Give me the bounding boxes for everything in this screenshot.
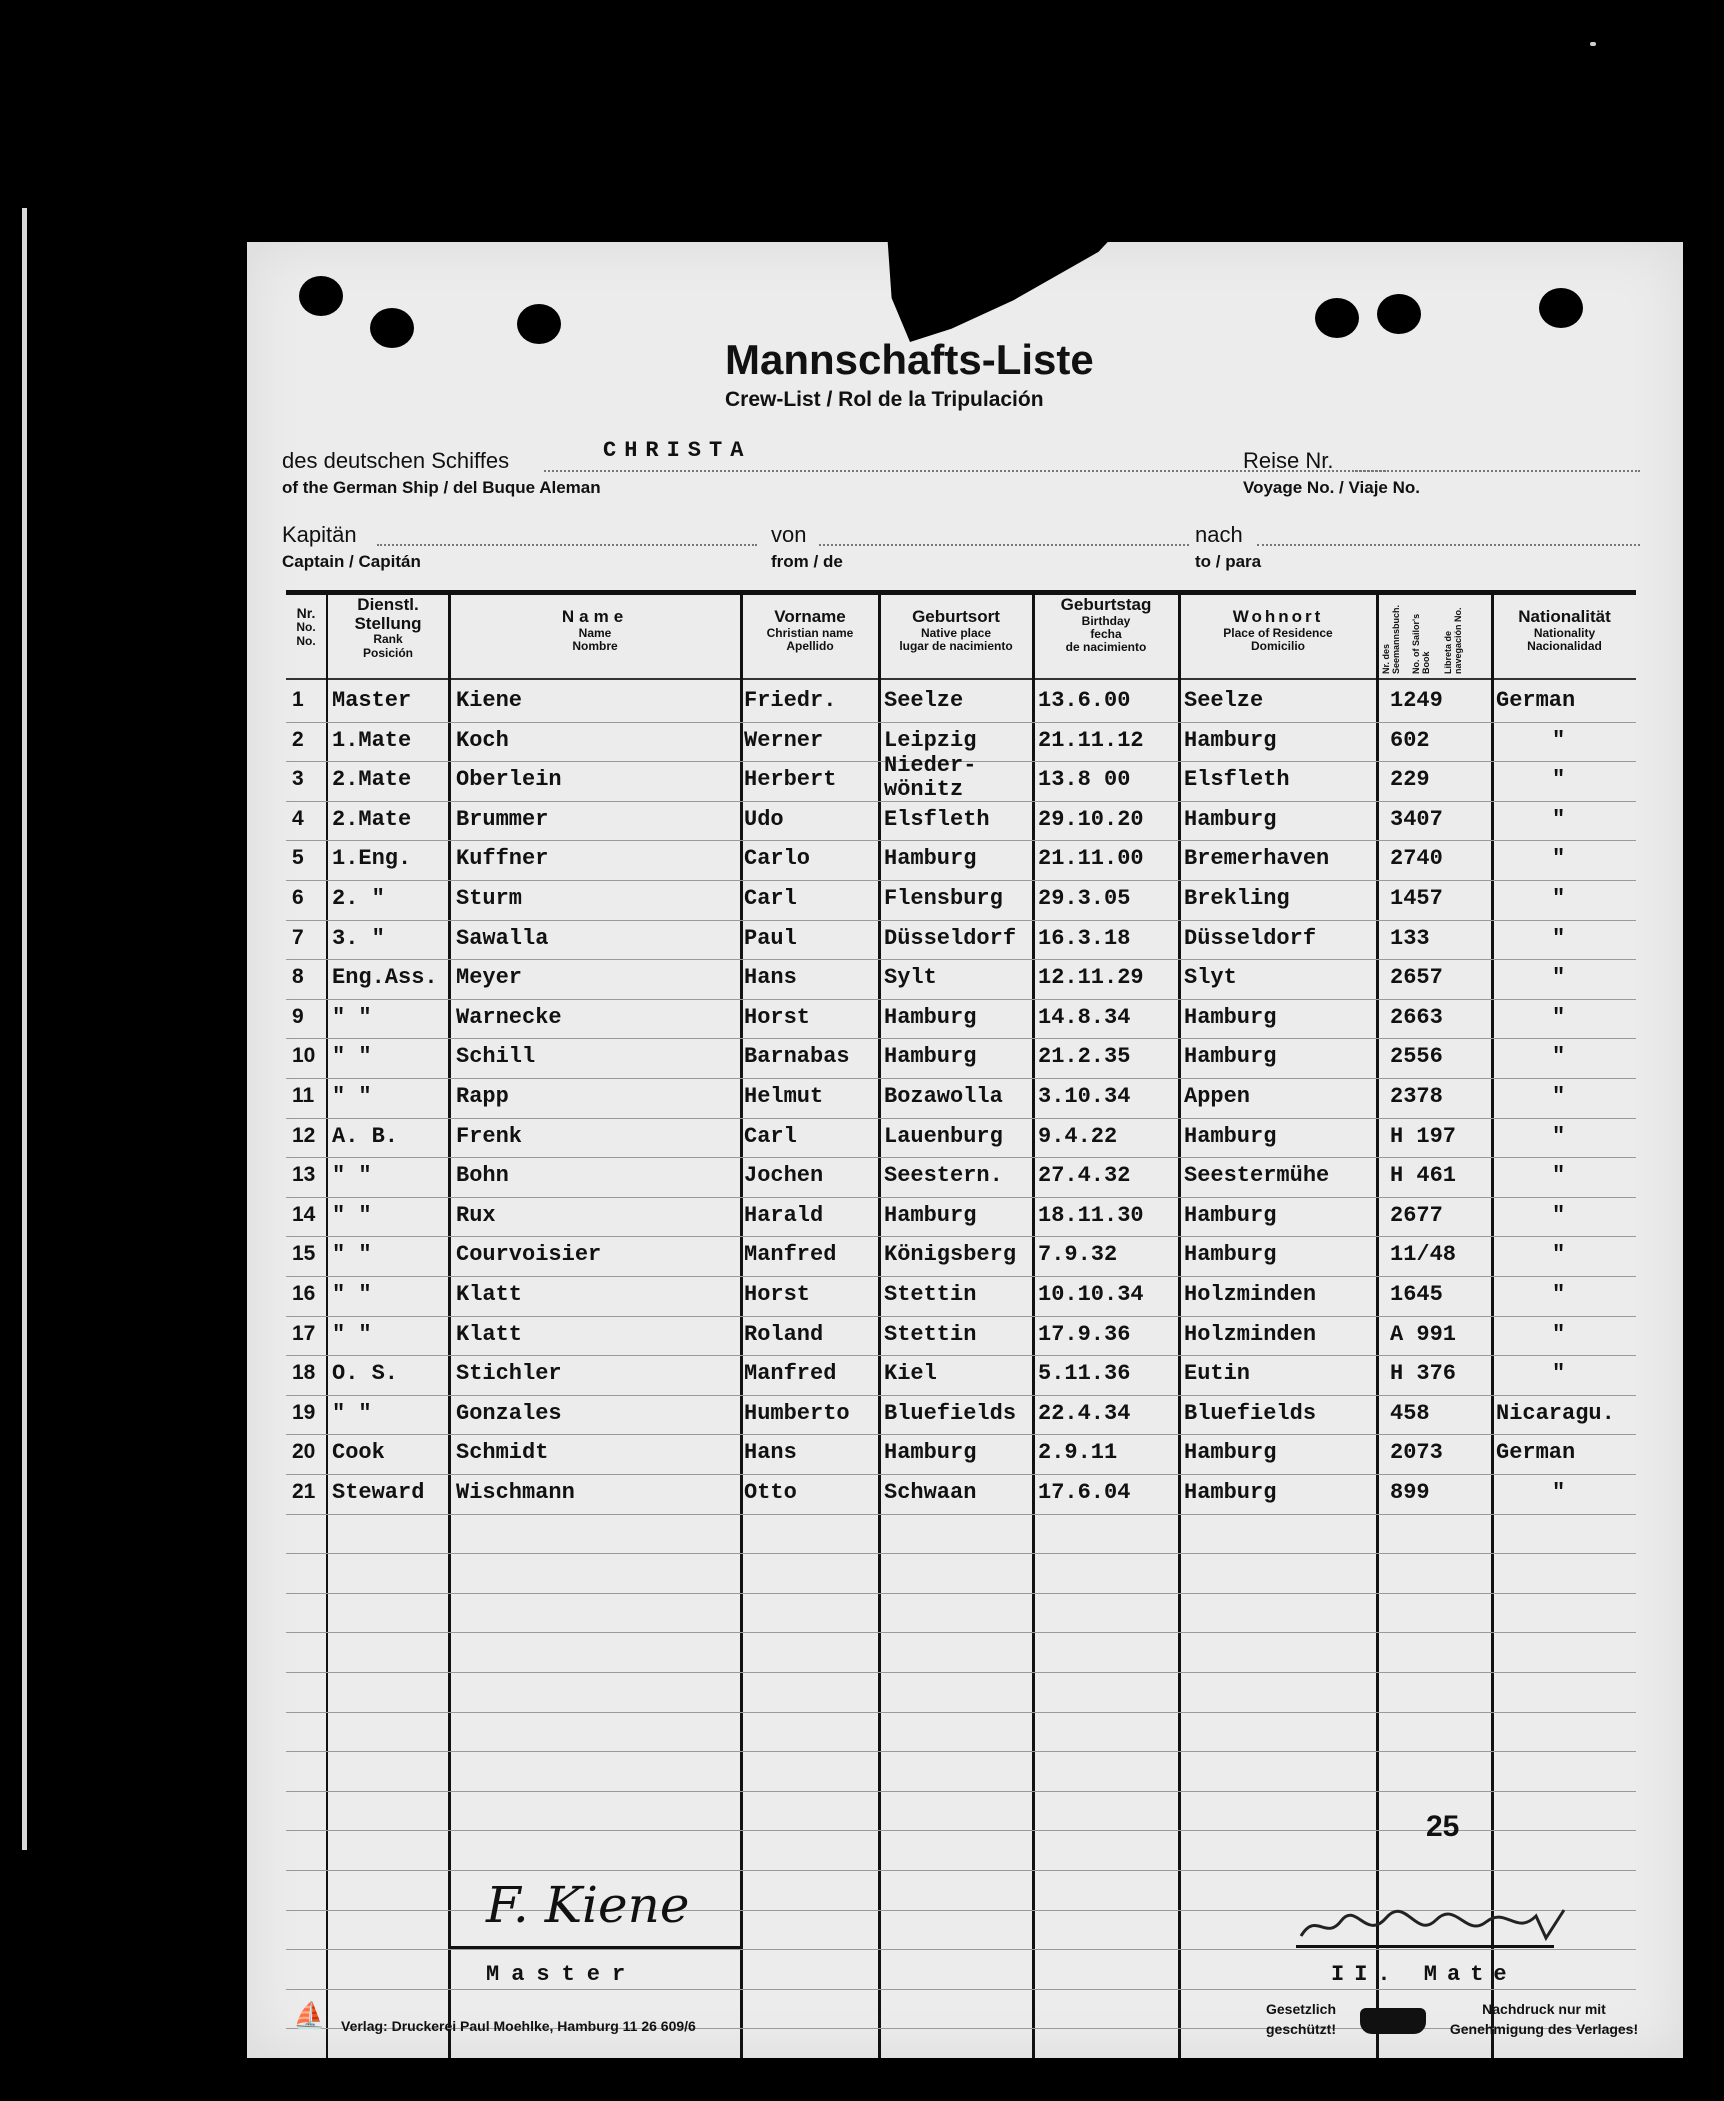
table-row xyxy=(286,1434,1636,1473)
cell-ort: Schwaan xyxy=(884,1480,977,1505)
header-rank-sub1: Rank xyxy=(373,632,403,647)
header-rank-sub2: Posición xyxy=(362,645,413,660)
cell-ort: Stettin xyxy=(884,1282,977,1307)
cell-no: 7 xyxy=(292,925,304,949)
cell-nat: " xyxy=(1552,1321,1566,1347)
header-nr xyxy=(286,606,326,648)
cell-no: 19 xyxy=(292,1400,316,1424)
cell-wohn: Düsseldorf xyxy=(1184,925,1317,951)
cell-geb: 18.11.30 xyxy=(1038,1202,1144,1228)
cell-name: Stichler xyxy=(456,1361,562,1387)
ruled-line xyxy=(286,1791,1636,1792)
cell-wohn: Brekling xyxy=(1184,886,1290,911)
cell-rank: A. B. xyxy=(332,1123,399,1149)
cell-book: H 376 xyxy=(1390,1361,1457,1387)
cell-book: 2663 xyxy=(1390,1004,1443,1030)
ship-emblem-icon xyxy=(1360,2008,1426,2034)
cell-geb: 13.6.00 xyxy=(1038,688,1131,713)
cell-no: 18 xyxy=(292,1361,316,1385)
cell-geb: 21.2.35 xyxy=(1038,1044,1131,1070)
cell-ort: Seelze xyxy=(884,688,964,713)
cell-name: Brummer xyxy=(456,806,549,832)
cell-geb: 7.9.32 xyxy=(1038,1242,1118,1268)
table-row xyxy=(286,682,1636,721)
cell-no: 10 xyxy=(292,1044,316,1068)
cell-rank: " " xyxy=(332,1163,372,1189)
voyage-label: Reise Nr. xyxy=(1243,448,1334,473)
cell-book: 11/48 xyxy=(1390,1242,1457,1268)
header-rank xyxy=(328,596,448,660)
header-vorname xyxy=(742,608,878,653)
cell-name: Schill xyxy=(456,1044,536,1070)
cell-rank: " " xyxy=(332,1004,372,1030)
cell-nat: " xyxy=(1552,1084,1566,1109)
voyage-dotline xyxy=(1352,470,1640,472)
cell-book: 2073 xyxy=(1390,1440,1443,1466)
from-dotline xyxy=(819,544,1189,546)
cell-wohn: Holzminden xyxy=(1184,1321,1317,1347)
cell-vorname: Hans xyxy=(744,1440,797,1466)
header-geburtsort-sub1: Native place xyxy=(920,625,992,640)
table-header-rule xyxy=(286,678,1636,680)
mate-signature-title: II. Mate xyxy=(1331,1962,1517,1987)
table-row xyxy=(286,1316,1636,1355)
cell-name: Kiene xyxy=(456,688,523,713)
cell-wohn: Hamburg xyxy=(1184,727,1277,753)
cell-vorname: Humberto xyxy=(744,1400,850,1426)
header-name xyxy=(450,608,740,653)
table-row xyxy=(286,1197,1636,1236)
header-geburtstag xyxy=(1034,596,1178,654)
cell-vorname: Carlo xyxy=(744,846,811,872)
cell-ort-line2: wönitz xyxy=(884,777,964,803)
cell-ort: Hamburg xyxy=(884,1044,977,1070)
cell-no: 1 xyxy=(292,688,304,711)
to-label: nach xyxy=(1195,522,1243,547)
cell-ort: Flensburg xyxy=(884,886,1003,911)
cell-geb: 9.4.22 xyxy=(1038,1123,1118,1149)
header-geburtstag-sub2: fecha xyxy=(1090,626,1122,641)
cell-wohn: Bremerhaven xyxy=(1184,846,1330,872)
cell-nat: German xyxy=(1496,1440,1576,1466)
cell-name: Warnecke xyxy=(456,1004,562,1030)
cell-no: 2 xyxy=(292,727,304,751)
cell-no: 17 xyxy=(292,1321,316,1345)
cell-ort: Bozawolla xyxy=(884,1084,1003,1109)
cell-rank: O. S. xyxy=(332,1361,399,1387)
cell-ort: Nieder- xyxy=(884,753,977,779)
cell-vorname: Helmut xyxy=(744,1084,824,1109)
cell-nat: " xyxy=(1552,806,1566,832)
cell-vorname: Jochen xyxy=(744,1163,824,1189)
cell-ort: Königsberg xyxy=(884,1242,1017,1268)
table-row xyxy=(286,1118,1636,1157)
cell-geb: 14.8.34 xyxy=(1038,1004,1131,1030)
cell-ort: Sylt xyxy=(884,965,937,991)
from-label-sub: from / de xyxy=(771,552,843,571)
cell-geb: 16.3.18 xyxy=(1038,925,1131,951)
cell-rank: Eng.Ass. xyxy=(332,965,438,991)
cell-nat: German xyxy=(1496,688,1576,713)
form-subtitle: Crew-List / Rol de la Tripulación xyxy=(725,388,1044,411)
cell-vorname: Horst xyxy=(744,1282,811,1307)
cell-nat: " xyxy=(1552,767,1566,793)
cell-name: Meyer xyxy=(456,965,523,991)
cell-ort: Hamburg xyxy=(884,1202,977,1228)
cell-ort: Leipzig xyxy=(884,727,977,753)
header-wohnort xyxy=(1180,608,1376,653)
cell-ort: Bluefields xyxy=(884,1400,1017,1426)
cell-no: 14 xyxy=(292,1202,316,1226)
cell-nat: Nicaragu. xyxy=(1496,1400,1615,1426)
cell-nat: " xyxy=(1552,1361,1566,1387)
cell-name: Koch xyxy=(456,727,509,753)
cell-vorname: Otto xyxy=(744,1480,797,1505)
cell-book: 2378 xyxy=(1390,1084,1443,1109)
cell-ort: Stettin xyxy=(884,1321,977,1347)
cell-rank: 3. " xyxy=(332,925,385,951)
cell-no: 12 xyxy=(292,1123,316,1147)
cell-ort: Düsseldorf xyxy=(884,925,1017,951)
cell-book: 899 xyxy=(1390,1480,1430,1505)
header-geburtsort-main: Geburtsort xyxy=(912,607,1000,626)
cell-name: Klatt xyxy=(456,1282,523,1307)
cell-nat: " xyxy=(1552,1004,1566,1030)
header-geburtstag-sub3: de nacimiento xyxy=(1065,640,1147,655)
cell-no: 20 xyxy=(292,1440,316,1464)
table-row xyxy=(286,1395,1636,1434)
cell-book: 602 xyxy=(1390,727,1430,753)
master-signature-line xyxy=(450,1946,742,1949)
cell-geb: 2.9.11 xyxy=(1038,1440,1118,1466)
cell-wohn: Eutin xyxy=(1184,1361,1251,1387)
cell-name: Rux xyxy=(456,1202,496,1228)
cell-wohn: Hamburg xyxy=(1184,1242,1277,1268)
cell-ort: Hamburg xyxy=(884,1004,977,1030)
header-wohnort-sub1: Place of Residence xyxy=(1223,625,1333,640)
cell-name: Oberlein xyxy=(456,767,562,793)
table-row xyxy=(286,1157,1636,1196)
cell-geb: 3.10.34 xyxy=(1038,1084,1131,1109)
header-nationalitaet-sub1: Nationality xyxy=(1533,625,1596,640)
cell-wohn: Hamburg xyxy=(1184,1202,1277,1228)
cell-rank: " " xyxy=(332,1242,372,1268)
cell-wohn: Holzminden xyxy=(1184,1282,1317,1307)
header-nationalitaet xyxy=(1493,608,1636,653)
cell-no: 5 xyxy=(292,846,304,870)
cell-rank: 1.Mate xyxy=(332,727,412,753)
cell-book: 1457 xyxy=(1390,886,1443,911)
cell-wohn: Appen xyxy=(1184,1084,1251,1109)
cell-book: 2677 xyxy=(1390,1202,1443,1228)
punch-hole xyxy=(1377,294,1421,334)
cell-geb: 13.8 00 xyxy=(1038,767,1131,793)
protected-note: Gesetzlich geschützt! xyxy=(1265,2001,1337,2037)
table-row xyxy=(286,880,1636,919)
cell-book: A 991 xyxy=(1390,1321,1457,1347)
header-nr-main: Nr. xyxy=(296,605,316,621)
cell-nat: " xyxy=(1552,846,1566,872)
cell-book: 1645 xyxy=(1390,1282,1443,1307)
table-row xyxy=(286,1355,1636,1394)
cell-book: 3407 xyxy=(1390,806,1443,832)
header-rank-main2: Stellung xyxy=(354,613,422,633)
cell-ort: Hamburg xyxy=(884,846,977,872)
from-label: von xyxy=(771,522,807,547)
cell-no: 9 xyxy=(292,1004,304,1028)
ruled-line xyxy=(286,1712,1636,1713)
cell-nat: " xyxy=(1552,1202,1566,1228)
cell-name: Gonzales xyxy=(456,1400,562,1426)
table-top-rule xyxy=(286,590,1636,595)
header-seamansbook-2: No. of Sailor's Book xyxy=(1411,613,1431,674)
cell-vorname: Hans xyxy=(744,965,797,991)
header-seamansbook-3: Libreta de navegación No. xyxy=(1443,607,1463,674)
cell-name: Courvoisier xyxy=(456,1242,602,1268)
header-nr-sub2: No. xyxy=(296,633,316,648)
total-count: 25 xyxy=(1426,1810,1460,1843)
table-row xyxy=(286,920,1636,959)
ruled-line xyxy=(286,1949,1636,1950)
cell-vorname: Horst xyxy=(744,1004,811,1030)
cell-ort: Kiel xyxy=(884,1361,937,1387)
cell-wohn: Slyt xyxy=(1184,965,1237,991)
cell-vorname: Friedr. xyxy=(744,688,837,713)
cell-wohn: Hamburg xyxy=(1184,1044,1277,1070)
ruled-line xyxy=(286,1751,1636,1752)
header-nr-sub1: No. xyxy=(296,620,316,635)
cell-name: Sawalla xyxy=(456,925,549,951)
cell-wohn: Seelze xyxy=(1184,688,1264,713)
cell-ort: Seestern. xyxy=(884,1163,1003,1189)
cell-nat: " xyxy=(1552,886,1566,911)
table-row xyxy=(286,1236,1636,1275)
cell-wohn: Hamburg xyxy=(1184,1480,1277,1505)
cell-no: 16 xyxy=(292,1282,316,1305)
ruled-line xyxy=(286,1553,1636,1554)
cell-rank: " " xyxy=(332,1084,372,1109)
cell-geb: 27.4.32 xyxy=(1038,1163,1131,1189)
header-geburtsort xyxy=(880,608,1032,653)
film-edge-strip xyxy=(22,208,27,1850)
cell-geb: 21.11.12 xyxy=(1038,727,1144,753)
punch-hole xyxy=(1539,288,1583,328)
cell-wohn: Seestermühe xyxy=(1184,1163,1330,1189)
cell-wohn: Bluefields xyxy=(1184,1400,1317,1426)
cell-rank: " " xyxy=(332,1400,372,1426)
publisher-line: Verlag: Druckerei Paul Moehlke, Hamburg 11 26 609/6 xyxy=(341,2018,696,2034)
cell-vorname: Herbert xyxy=(744,767,837,793)
cell-rank: 2. " xyxy=(332,886,385,911)
cell-book: 458 xyxy=(1390,1400,1430,1426)
cell-rank: Master xyxy=(332,688,412,713)
publisher-icon: ⛵ xyxy=(293,2000,326,2030)
cell-nat: " xyxy=(1552,1123,1566,1149)
form-title: Mannschafts-Liste xyxy=(725,336,1094,383)
header-nationalitaet-main: Nationalität xyxy=(1518,607,1611,626)
cell-ort: Lauenburg xyxy=(884,1123,1003,1149)
header-wohnort-sub2: Domicilio xyxy=(1250,638,1305,653)
captain-dotline xyxy=(377,544,757,546)
header-wohnort-main: Wohnort xyxy=(1232,607,1324,626)
cell-nat: " xyxy=(1552,1480,1566,1505)
cell-name: Frenk xyxy=(456,1123,523,1149)
cell-book: 229 xyxy=(1390,767,1430,793)
cell-vorname: Manfred xyxy=(744,1242,837,1268)
header-vorname-sub1: Christian name xyxy=(766,625,854,640)
ruled-line xyxy=(286,1989,1636,1990)
cell-geb: 29.3.05 xyxy=(1038,886,1131,911)
cell-rank: 2.Mate xyxy=(332,806,412,832)
cell-rank: 2.Mate xyxy=(332,767,412,793)
header-rank-main1: Dienstl. xyxy=(357,595,419,614)
header-geburtsort-sub2: lugar de nacimiento xyxy=(899,638,1013,653)
header-name-main: Name xyxy=(561,607,629,626)
header-seamansbook-1: Nr. des Seemannsbuch. xyxy=(1381,604,1401,674)
cell-rank: " " xyxy=(332,1044,372,1070)
cell-rank: " " xyxy=(332,1202,372,1228)
cell-name: Schmidt xyxy=(456,1440,549,1466)
scan-speck xyxy=(1590,42,1596,46)
cell-wohn: Hamburg xyxy=(1184,1123,1277,1149)
voyage-label-sub: Voyage No. / Viaje No. xyxy=(1243,478,1420,497)
cell-nat: " xyxy=(1552,1044,1566,1070)
captain-label: Kapitän xyxy=(282,522,357,547)
cell-vorname: Manfred xyxy=(744,1361,837,1387)
cell-book: 2556 xyxy=(1390,1044,1443,1070)
ruled-line xyxy=(286,1514,1636,1515)
cell-vorname: Werner xyxy=(744,727,824,753)
cell-wohn: Hamburg xyxy=(1184,806,1277,832)
table-row xyxy=(286,840,1636,879)
cell-geb: 17.6.04 xyxy=(1038,1480,1131,1505)
to-dotline xyxy=(1257,544,1640,546)
cell-nat: " xyxy=(1552,965,1566,991)
cell-vorname: Barnabas xyxy=(744,1044,850,1070)
header-geburtstag-main: Geburtstag xyxy=(1060,595,1152,614)
cell-book: H 197 xyxy=(1390,1123,1457,1149)
cell-nat: " xyxy=(1552,1282,1566,1307)
master-signature-title: Master xyxy=(486,1962,638,1987)
cell-ort: Elsfleth xyxy=(884,806,990,832)
reprint-note: Nachdruck nur mit Genehmigung des Verlages! xyxy=(1449,2001,1639,2037)
paper-tear xyxy=(887,242,1117,342)
cell-nat: " xyxy=(1552,727,1566,753)
ruled-line xyxy=(286,1870,1636,1871)
header-vorname-sub2: Apellido xyxy=(786,638,834,653)
cell-no: 11 xyxy=(292,1084,315,1107)
cell-no: 3 xyxy=(292,767,304,791)
punch-hole xyxy=(1315,298,1359,338)
cell-wohn: Hamburg xyxy=(1184,1004,1277,1030)
ruled-line xyxy=(286,1632,1636,1633)
cell-name: Kuffner xyxy=(456,846,549,872)
punch-hole xyxy=(370,308,414,348)
mate-signature xyxy=(1296,1906,1576,1946)
cell-name: Sturm xyxy=(456,886,523,911)
cell-no: 13 xyxy=(292,1163,316,1187)
cell-rank: Cook xyxy=(332,1440,385,1466)
cell-rank: " " xyxy=(332,1321,372,1347)
cell-geb: 12.11.29 xyxy=(1038,965,1144,991)
cell-book: 2657 xyxy=(1390,965,1443,991)
cell-geb: 21.11.00 xyxy=(1038,846,1144,872)
cell-geb: 17.9.36 xyxy=(1038,1321,1131,1347)
cell-name: Rapp xyxy=(456,1084,509,1109)
cell-rank: " " xyxy=(332,1282,372,1307)
cell-no: 21 xyxy=(292,1480,316,1503)
ruled-line xyxy=(286,1593,1636,1594)
cell-no: 4 xyxy=(292,806,304,830)
ship-label-sub: of the German Ship / del Buque Aleman xyxy=(282,478,601,497)
table-row xyxy=(286,999,1636,1038)
header-name-sub2: Nombre xyxy=(572,638,618,653)
cell-geb: 10.10.34 xyxy=(1038,1282,1144,1307)
cell-vorname: Harald xyxy=(744,1202,824,1228)
captain-label-sub: Captain / Capitán xyxy=(282,552,421,571)
crew-list-form xyxy=(247,242,1683,2058)
cell-nat: " xyxy=(1552,1163,1566,1189)
cell-name: Bohn xyxy=(456,1163,509,1189)
ruled-line xyxy=(286,1672,1636,1673)
cell-vorname: Carl xyxy=(744,886,797,911)
cell-vorname: Paul xyxy=(744,925,797,951)
cell-geb: 22.4.34 xyxy=(1038,1400,1131,1426)
table-row xyxy=(286,1276,1636,1315)
table-row xyxy=(286,1038,1636,1077)
table-row xyxy=(286,753,1636,803)
ship-name: CHRISTA xyxy=(603,438,752,463)
table-row xyxy=(286,959,1636,998)
mate-signature-line xyxy=(1296,1945,1554,1948)
cell-book: 2740 xyxy=(1390,846,1443,872)
punch-hole xyxy=(299,276,343,316)
header-nationalitaet-sub2: Nacionalidad xyxy=(1527,638,1602,653)
cell-book: H 461 xyxy=(1390,1163,1457,1189)
table-row xyxy=(286,801,1636,840)
cell-name: Klatt xyxy=(456,1321,523,1347)
header-geburtstag-sub1: Birthday xyxy=(1081,613,1131,628)
cell-wohn: Elsfleth xyxy=(1184,767,1290,793)
cell-wohn: Hamburg xyxy=(1184,1440,1277,1466)
cell-no: 8 xyxy=(292,965,304,989)
punch-hole xyxy=(517,304,561,344)
header-vorname-main: Vorname xyxy=(774,607,846,626)
cell-nat: " xyxy=(1552,925,1566,951)
cell-geb: 29.10.20 xyxy=(1038,806,1144,832)
cell-ort: Hamburg xyxy=(884,1440,977,1466)
cell-rank: 1.Eng. xyxy=(332,846,412,872)
cell-no: 15 xyxy=(292,1242,316,1266)
table-row xyxy=(286,1078,1636,1117)
cell-book: 1249 xyxy=(1390,688,1443,713)
table-row xyxy=(286,1474,1636,1513)
ship-label: des deutschen Schiffes xyxy=(282,448,510,473)
header-name-sub1: Name xyxy=(578,625,612,640)
cell-geb: 5.11.36 xyxy=(1038,1361,1131,1387)
cell-nat: " xyxy=(1552,1242,1566,1268)
cell-rank: Steward xyxy=(332,1480,425,1505)
cell-vorname: Roland xyxy=(744,1321,824,1347)
cell-vorname: Carl xyxy=(744,1123,797,1149)
cell-no: 6 xyxy=(292,886,304,909)
to-label-sub: to / para xyxy=(1195,552,1262,571)
cell-vorname: Udo xyxy=(744,806,784,832)
cell-name: Wischmann xyxy=(456,1480,575,1505)
master-signature: F. Kiene xyxy=(486,1876,690,1934)
cell-book: 133 xyxy=(1390,925,1430,951)
